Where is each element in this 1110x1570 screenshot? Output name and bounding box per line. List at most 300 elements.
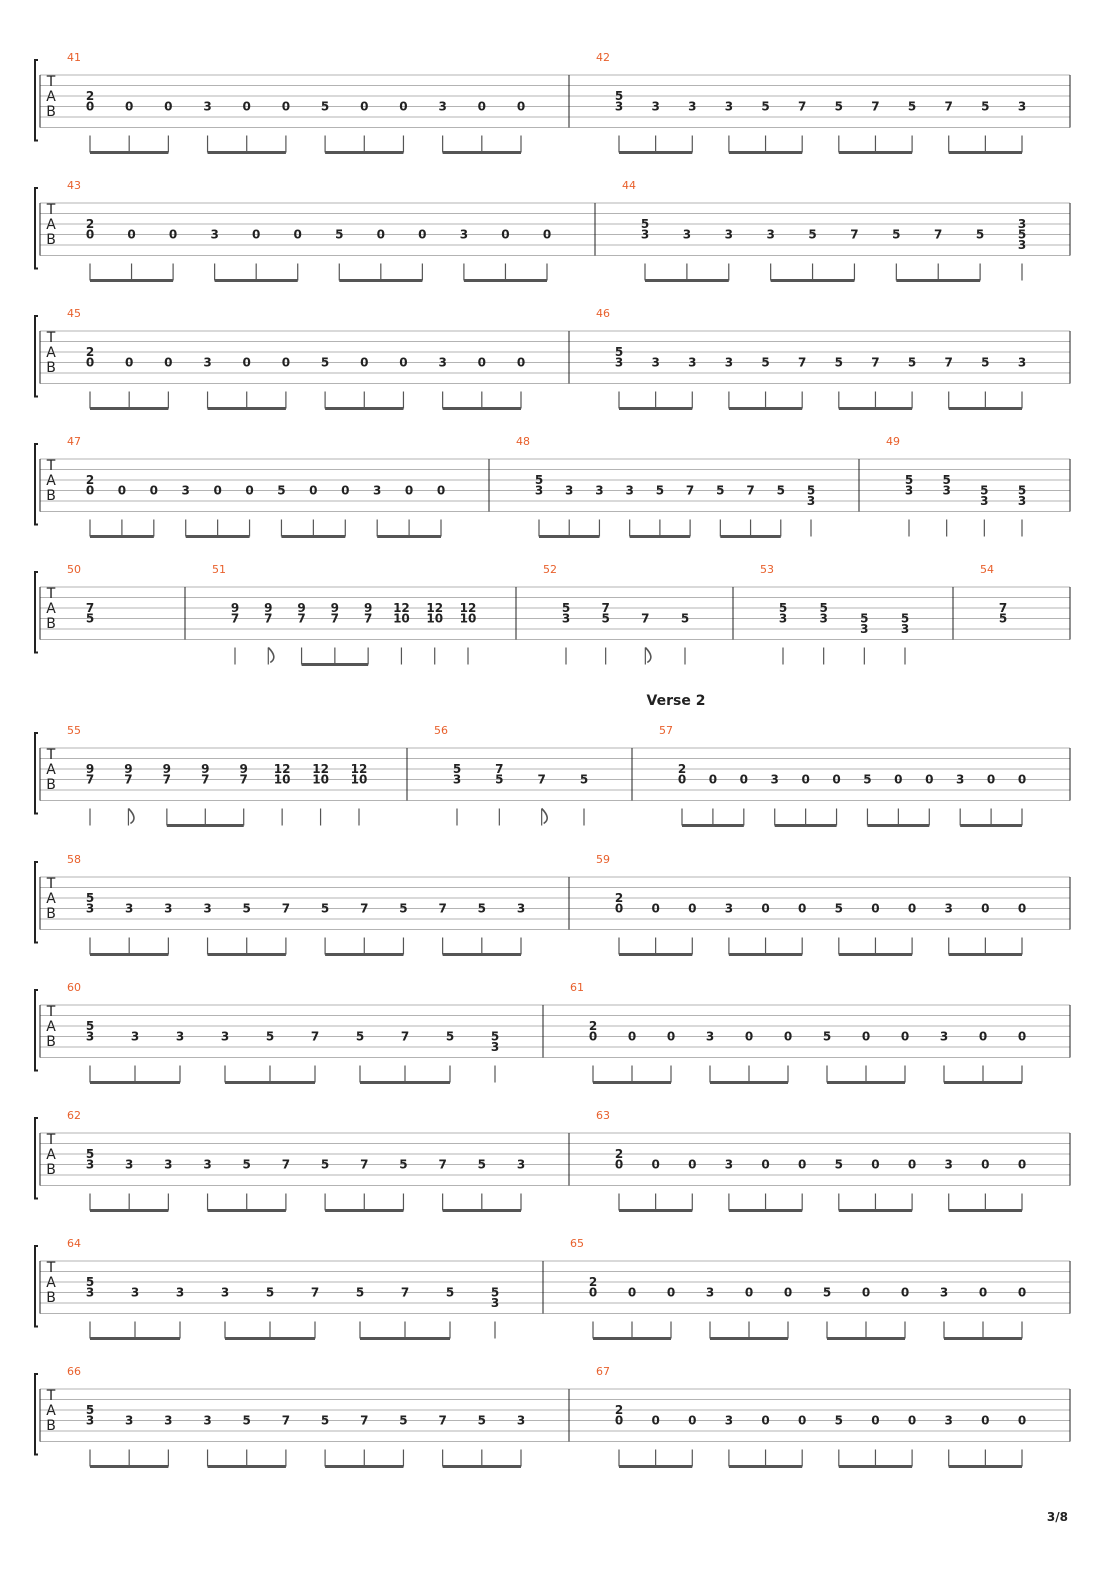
fret-number: 5: [477, 901, 486, 916]
tab-clef-letter: B: [46, 1162, 56, 1178]
fret-number: 5: [808, 227, 817, 242]
fret-number: 0: [739, 772, 748, 787]
fret-number: 0: [85, 483, 95, 498]
fret-number: 3: [1017, 494, 1027, 508]
fret-number: 3: [130, 1285, 140, 1300]
fret-number: 9: [297, 601, 306, 615]
fret-number: 5: [778, 601, 788, 615]
fret-number: 3: [956, 772, 965, 787]
system-bracket: [35, 990, 38, 1071]
fret-number: 3: [651, 355, 660, 370]
fret-number: 0: [783, 1029, 793, 1044]
tab-clef-letter: T: [46, 1004, 56, 1020]
fret-number: 0: [399, 355, 408, 370]
fret-number: 3: [724, 1413, 734, 1428]
fret-number: 0: [666, 1029, 676, 1044]
fret-number: 12: [350, 762, 368, 776]
system-bracket: [35, 1246, 38, 1327]
fret-number: 5: [907, 99, 917, 114]
fret-number: 5: [614, 89, 624, 103]
fret-number: 0: [907, 1157, 917, 1172]
tab-clef-letter: B: [46, 616, 56, 632]
fret-number: 5: [355, 1285, 365, 1300]
fret-number: 3: [203, 1413, 212, 1428]
tab-clef-letter: T: [46, 330, 56, 346]
fret-number: 7: [641, 611, 650, 626]
fret-number: 3: [210, 227, 219, 242]
fret-number: 3: [724, 99, 734, 114]
note-flag: [542, 809, 548, 824]
fret-number: 3: [203, 1157, 212, 1172]
fret-number: 7: [400, 1285, 410, 1300]
measure-number: 44: [622, 179, 636, 192]
measure-number: 58: [67, 853, 81, 866]
fret-number: 5: [399, 901, 408, 916]
tab-clef-letter: A: [46, 345, 56, 361]
fret-number: 0: [651, 901, 660, 916]
fret-number: 0: [252, 227, 261, 242]
fret-number: 9: [162, 762, 172, 776]
fret-number: 3: [220, 1029, 230, 1044]
fret-number: 5: [998, 611, 1008, 626]
fret-number: 5: [85, 1019, 95, 1033]
fret-number: 3: [944, 1157, 953, 1172]
fret-number: 3: [688, 99, 697, 114]
fret-number: 3: [85, 901, 95, 916]
fret-number: 5: [640, 217, 650, 231]
fret-number: 5: [892, 227, 901, 242]
fret-number: 10: [312, 772, 329, 787]
fret-number: 12: [273, 762, 291, 776]
fret-number: 0: [125, 99, 134, 114]
fret-number: 5: [490, 1029, 500, 1044]
fret-number: 7: [230, 611, 240, 626]
fret-number: 3: [724, 901, 734, 916]
tab-clef-letter: T: [46, 747, 56, 763]
tab-clef-letter: T: [46, 202, 56, 218]
fret-number: 3: [688, 355, 697, 370]
fret-number: 0: [477, 355, 486, 370]
measure-number: 55: [67, 724, 81, 737]
fret-number: 10: [459, 611, 477, 626]
fret-number: 3: [561, 611, 571, 626]
fret-number: 2: [677, 762, 687, 776]
fret-number: 0: [1017, 1413, 1027, 1428]
fret-number: 3: [164, 1413, 173, 1428]
fret-number: 3: [164, 1157, 173, 1172]
fret-number: 2: [614, 891, 624, 905]
fret-number: 0: [798, 901, 807, 916]
fret-number: 5: [900, 611, 910, 626]
fret-number: 5: [655, 483, 665, 498]
fret-number: 5: [716, 483, 725, 498]
fret-number: 3: [944, 901, 953, 916]
fret-number: 3: [705, 1285, 715, 1300]
fret-number: 0: [708, 772, 718, 787]
fret-number: 3: [125, 1157, 134, 1172]
fret-number: 3: [651, 99, 660, 114]
fret-number: 0: [436, 483, 446, 498]
fret-number: 3: [942, 483, 951, 498]
fret-number: 3: [516, 1413, 526, 1428]
page-number: 3/8: [1046, 1510, 1068, 1524]
fret-number: 0: [688, 901, 697, 916]
fret-number: 0: [542, 227, 552, 242]
fret-number: 3: [770, 772, 779, 787]
fret-number: 3: [164, 901, 173, 916]
fret-number: 3: [1017, 355, 1027, 370]
note-flag: [645, 648, 651, 663]
fret-number: 3: [490, 1296, 500, 1310]
fret-number: 10: [350, 772, 368, 787]
fret-number: 0: [85, 355, 95, 370]
measure-number: 50: [67, 563, 81, 576]
fret-number: 0: [761, 1413, 770, 1428]
fret-number: 2: [588, 1275, 598, 1289]
fret-number: 3: [778, 611, 788, 626]
fret-number: 5: [834, 99, 843, 114]
fret-number: 7: [944, 355, 953, 370]
fret-number: 10: [393, 611, 410, 626]
system-bracket: [35, 60, 38, 141]
fret-number: 3: [980, 494, 989, 508]
fret-number: 0: [418, 227, 427, 242]
fret-number: 9: [264, 601, 273, 615]
fret-number: 5: [242, 901, 251, 916]
system-bracket: [35, 733, 38, 814]
fret-number: 7: [934, 227, 943, 242]
fret-number: 7: [685, 483, 695, 498]
fret-number: 9: [230, 601, 240, 615]
fret-number: 0: [666, 1285, 676, 1300]
fret-number: 5: [85, 1403, 95, 1417]
fret-number: 0: [798, 1157, 807, 1172]
fret-number: 0: [798, 1413, 807, 1428]
fret-number: 7: [400, 1029, 410, 1044]
fret-number: 7: [124, 772, 133, 787]
fret-number: 3: [724, 227, 733, 242]
fret-number: 5: [579, 772, 589, 787]
fret-number: 0: [627, 1285, 637, 1300]
fret-number: 3: [1017, 217, 1027, 231]
fret-number: 7: [310, 1285, 320, 1300]
measure-number: 59: [596, 853, 610, 866]
fret-number: 7: [264, 611, 273, 626]
tab-clef-letter: A: [46, 89, 56, 105]
fret-number: 3: [724, 1157, 734, 1172]
measure-number: 56: [434, 724, 448, 737]
tab-clef-letter: A: [46, 1019, 56, 1035]
fret-number: 7: [871, 99, 880, 114]
note-flag: [128, 809, 134, 824]
fret-number: 0: [871, 1157, 880, 1172]
fret-number: 0: [127, 227, 136, 242]
fret-number: 5: [242, 1413, 251, 1428]
fret-number: 5: [445, 1029, 455, 1044]
measure-number: 46: [596, 307, 610, 320]
measure-number: 65: [570, 1237, 584, 1250]
fret-number: 3: [125, 1413, 134, 1428]
fret-number: 0: [516, 99, 526, 114]
fret-number: 0: [871, 1413, 880, 1428]
fret-number: 7: [438, 1157, 447, 1172]
fret-number: 7: [85, 772, 95, 787]
fret-number: 5: [85, 611, 95, 626]
fret-number: 5: [320, 1413, 330, 1428]
tab-clef-letter: B: [46, 906, 56, 922]
tab-clef-letter: T: [46, 458, 56, 474]
fret-number: 5: [1017, 483, 1027, 498]
fret-number: 10: [426, 611, 444, 626]
fret-number: 5: [776, 483, 785, 498]
system-bracket: [35, 1374, 38, 1455]
fret-number: 3: [181, 483, 190, 498]
fret-number: 7: [281, 1413, 291, 1428]
fret-number: 3: [203, 901, 212, 916]
fret-number: 2: [85, 89, 95, 103]
fret-number: 3: [860, 622, 869, 636]
fret-number: 7: [330, 611, 340, 626]
tab-clef-letter: B: [46, 104, 56, 120]
measure-number: 67: [596, 1365, 610, 1378]
fret-number: 5: [860, 611, 869, 626]
fret-number: 0: [861, 1285, 871, 1300]
fret-number: 5: [335, 227, 344, 242]
fret-number: 0: [651, 1413, 660, 1428]
fret-number: 7: [746, 483, 755, 498]
fret-number: 5: [863, 772, 872, 787]
tab-clef-letter: B: [46, 1290, 56, 1306]
fret-number: 3: [724, 355, 734, 370]
fret-number: 0: [213, 483, 222, 498]
fret-number: 3: [640, 227, 650, 242]
fret-number: 5: [834, 1413, 843, 1428]
fret-number: 0: [281, 99, 291, 114]
fret-number: 3: [625, 483, 634, 498]
fret-number: 7: [495, 762, 504, 776]
tab-clef-letter: B: [46, 488, 56, 504]
fret-number: 0: [399, 99, 408, 114]
fret-number: 0: [1017, 1285, 1027, 1300]
fret-number: 2: [614, 1403, 624, 1417]
fret-number: 7: [601, 601, 610, 615]
fret-number: 3: [452, 772, 462, 787]
fret-number: 0: [832, 772, 841, 787]
fret-number: 5: [477, 1413, 486, 1428]
fret-number: 12: [426, 601, 444, 615]
fret-number: 7: [281, 901, 291, 916]
fret-number: 7: [944, 99, 953, 114]
measure-number: 66: [67, 1365, 81, 1378]
fret-number: 3: [939, 1029, 949, 1044]
fret-number: 7: [798, 99, 807, 114]
fret-number: 0: [871, 901, 880, 916]
fret-number: 3: [819, 611, 828, 626]
fret-number: 5: [265, 1285, 275, 1300]
tab-clef-letter: T: [46, 586, 56, 602]
fret-number: 5: [85, 891, 95, 905]
fret-number: 3: [939, 1285, 949, 1300]
fret-number: 7: [281, 1157, 291, 1172]
fret-number: 0: [900, 1029, 910, 1044]
fret-number: 5: [981, 355, 990, 370]
fret-number: 5: [822, 1029, 832, 1044]
fret-number: 0: [117, 483, 127, 498]
fret-number: 5: [601, 611, 610, 626]
note-flag: [268, 648, 274, 663]
fret-number: 3: [438, 355, 447, 370]
fret-number: 7: [850, 227, 859, 242]
tab-clef-letter: B: [46, 1034, 56, 1050]
fret-number: 0: [801, 772, 810, 787]
section-label: Verse 2: [646, 693, 706, 709]
measure-number: 61: [570, 981, 584, 994]
system-bracket: [35, 188, 38, 269]
fret-number: 0: [360, 99, 369, 114]
fret-number: 0: [164, 99, 173, 114]
fret-number: 0: [588, 1285, 598, 1300]
fret-number: 5: [399, 1413, 408, 1428]
measure-number: 51: [212, 563, 226, 576]
fret-number: 0: [125, 355, 134, 370]
tab-clef-letter: A: [46, 762, 56, 778]
measure-number: 42: [596, 51, 610, 64]
fret-number: 5: [1017, 227, 1027, 242]
fret-number: 3: [490, 1040, 500, 1054]
measure-number: 52: [543, 563, 557, 576]
fret-number: 0: [986, 772, 996, 787]
fret-number: 0: [293, 227, 302, 242]
measure-number: 63: [596, 1109, 610, 1122]
fret-number: 2: [85, 345, 95, 359]
fret-number: 5: [561, 601, 571, 615]
tab-clef-letter: T: [46, 74, 56, 90]
fret-number: 0: [516, 355, 526, 370]
fret-number: 3: [516, 1157, 526, 1172]
fret-number: 3: [220, 1285, 230, 1300]
fret-number: 7: [360, 1157, 369, 1172]
fret-number: 7: [537, 772, 546, 787]
fret-number: 5: [490, 1285, 500, 1300]
fret-number: 7: [360, 1413, 369, 1428]
system-bracket: [35, 572, 38, 653]
fret-number: 0: [744, 1029, 754, 1044]
fret-number: 0: [981, 1413, 990, 1428]
fret-number: 9: [124, 762, 133, 776]
fret-number: 3: [516, 901, 526, 916]
fret-number: 5: [761, 355, 770, 370]
fret-number: 5: [975, 227, 985, 242]
fret-number: 3: [614, 99, 624, 114]
fret-number: 2: [85, 473, 95, 487]
fret-number: 7: [239, 772, 248, 787]
fret-number: 3: [1017, 99, 1027, 114]
fret-number: 5: [761, 99, 770, 114]
fret-number: 5: [355, 1029, 365, 1044]
fret-number: 5: [452, 762, 462, 776]
fret-number: 5: [806, 483, 816, 498]
fret-number: 5: [904, 473, 914, 487]
fret-number: 3: [682, 227, 692, 242]
fret-number: 3: [203, 355, 212, 370]
measure-number: 62: [67, 1109, 81, 1122]
fret-number: 0: [360, 355, 369, 370]
fret-number: 12: [312, 762, 329, 776]
fret-number: 5: [85, 1275, 95, 1289]
fret-number: 7: [438, 901, 447, 916]
system-bracket: [35, 444, 38, 525]
fret-number: 5: [834, 355, 843, 370]
system-bracket: [35, 316, 38, 397]
fret-number: 0: [978, 1029, 988, 1044]
tab-clef-letter: A: [46, 1275, 56, 1291]
fret-number: 0: [164, 355, 173, 370]
fret-number: 7: [363, 611, 373, 626]
measure-number: 47: [67, 435, 81, 448]
fret-number: 5: [822, 1285, 832, 1300]
fret-number: 5: [495, 772, 504, 787]
fret-number: 0: [861, 1029, 871, 1044]
measure-number: 64: [67, 1237, 81, 1250]
fret-number: 2: [85, 217, 95, 231]
fret-number: 9: [201, 762, 210, 776]
fret-number: 0: [341, 483, 350, 498]
fret-number: 3: [175, 1029, 185, 1044]
fret-number: 5: [534, 473, 544, 487]
fret-number: 7: [360, 901, 369, 916]
tab-clef-letter: A: [46, 601, 56, 617]
fret-number: 0: [907, 901, 917, 916]
fret-number: 3: [85, 1029, 95, 1044]
fret-number: 5: [320, 901, 330, 916]
tab-clef-letter: B: [46, 360, 56, 376]
fret-number: 2: [614, 1147, 624, 1161]
fret-number: 0: [894, 772, 903, 787]
tab-clef-letter: T: [46, 1132, 56, 1148]
fret-number: 12: [393, 601, 410, 615]
fret-number: 5: [320, 355, 330, 370]
fret-number: 3: [944, 1413, 953, 1428]
fret-number: 3: [85, 1413, 95, 1428]
fret-number: 0: [245, 483, 254, 498]
fret-number: 0: [761, 1157, 770, 1172]
fret-number: 5: [981, 99, 990, 114]
fret-number: 0: [168, 227, 178, 242]
fret-number: 7: [871, 355, 880, 370]
fret-number: 10: [273, 772, 291, 787]
fret-number: 12: [459, 601, 477, 615]
fret-number: 5: [680, 611, 690, 626]
fret-number: 5: [242, 1157, 251, 1172]
tab-clef-letter: T: [46, 1260, 56, 1276]
fret-number: 0: [688, 1413, 697, 1428]
fret-number: 0: [761, 901, 770, 916]
measure-number: 45: [67, 307, 81, 320]
fret-number: 5: [980, 483, 989, 498]
tab-clef-letter: B: [46, 232, 56, 248]
fret-number: 7: [201, 772, 210, 787]
fret-number: 0: [1017, 772, 1027, 787]
fret-number: 5: [445, 1285, 455, 1300]
fret-number: 0: [688, 1157, 697, 1172]
fret-number: 5: [399, 1157, 408, 1172]
fret-number: 0: [376, 227, 385, 242]
fret-number: 0: [614, 901, 624, 916]
fret-number: 5: [85, 1147, 95, 1161]
tab-clef-letter: T: [46, 876, 56, 892]
fret-number: 2: [588, 1019, 598, 1033]
measure-number: 43: [67, 179, 81, 192]
